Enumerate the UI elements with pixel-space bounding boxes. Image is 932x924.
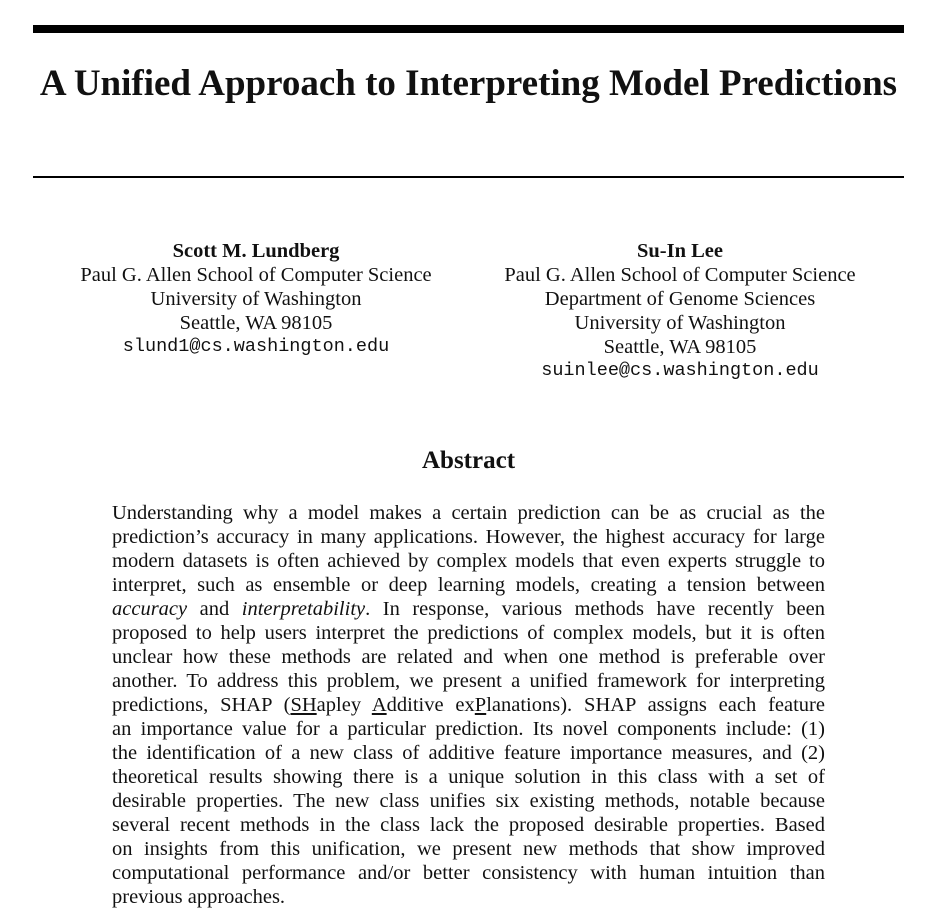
abstract-line: proposed to help users interpret the predictions of complex models, but it is often (112, 622, 825, 644)
abstract-underline: P (474, 694, 487, 716)
abstract-line: modern datasets is often achieved by complex models that even experts struggle to (112, 550, 825, 572)
author-name: Scott M. Lundberg (172, 240, 340, 262)
author-block-2 (480, 239, 880, 383)
abstract-line: on insights from this unification, we present new methods that show improved (112, 838, 825, 860)
abstract-line: the identification of a new class of additive feature importance measures, and (2) (112, 742, 825, 764)
abstract-line: desirable properties. The new class unifies six existing methods, notable because (112, 790, 825, 812)
top-rule (33, 25, 904, 33)
abstract-line: accuracy and interpretability. In response, various methods have recently been (112, 598, 825, 620)
abstract-body (112, 501, 825, 909)
abstract-line: Understanding why a model makes a certain prediction can be as crucial as the (112, 502, 825, 524)
title-bottom-rule (33, 176, 904, 178)
author-address: Seattle, WA 98105 (603, 336, 757, 358)
author-block-1 (56, 239, 456, 359)
author-address: Seattle, WA 98105 (179, 312, 333, 334)
abstract-line: another. To address this problem, we present a unified framework for interpreting (112, 670, 825, 692)
abstract-line: computational performance and/or better consistency with human intuition than (112, 862, 825, 884)
author-affiliation: Paul G. Allen School of Computer Science (80, 264, 432, 286)
abstract-line: prediction’s accuracy in many applications. However, the highest accuracy for large (112, 526, 825, 548)
paper-title: A Unified Approach to Interpreting Model Predictions (39, 63, 898, 104)
abstract-underline: A (371, 694, 387, 716)
author-affiliation: University of Washington (150, 288, 362, 310)
author-affiliation: Paul G. Allen School of Computer Science (504, 264, 856, 286)
abstract-line: previous approaches. (112, 886, 286, 908)
abstract-line: an importance value for a particular prediction. Its novel components include: (1) (112, 718, 825, 740)
abstract-line: several recent methods in the class lack the proposed desirable properties. Based (112, 814, 825, 836)
abstract-emphasis: accuracy (112, 598, 188, 620)
author-affiliation: University of Washington (574, 312, 786, 334)
abstract-line: unclear how these methods are related and when one method is preferable over (112, 646, 825, 668)
abstract-heading: Abstract (421, 447, 516, 474)
author-email: suinlee@cs.washington.edu (541, 360, 819, 381)
author-affiliation: Department of Genome Sciences (544, 288, 816, 310)
abstract-line: interpret, such as ensemble or deep learning models, creating a tension between (112, 574, 825, 596)
abstract-line: theoretical results showing there is a unique solution in this class with a set of (112, 766, 825, 788)
abstract-emphasis: interpretability (241, 598, 366, 620)
author-name: Su-In Lee (636, 240, 723, 262)
abstract-line: predictions, SHAP (SHapley Additive exPlanations). SHAP assigns each feature (112, 694, 825, 716)
abstract-underline: SH (290, 694, 317, 716)
author-email: slund1@cs.washington.edu (122, 336, 390, 357)
